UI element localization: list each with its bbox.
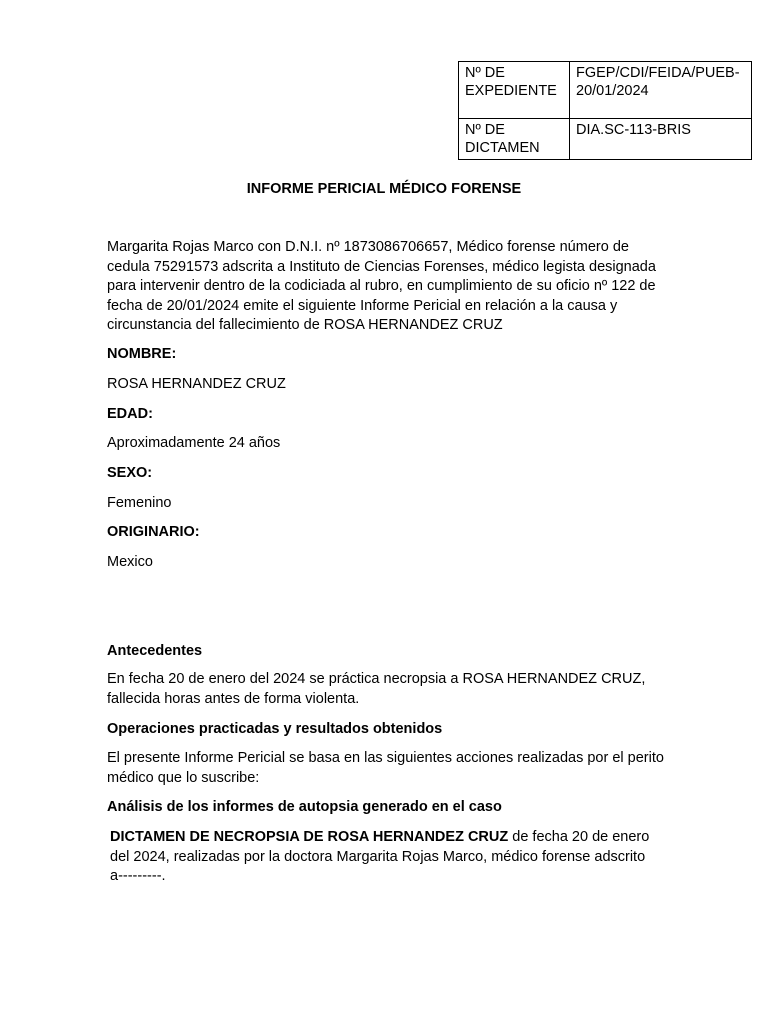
antecedentes-text: En fecha 20 de enero del 2024 se práctica necropsia a ROSA HERNANDEZ CRUZ, fallecida horas antes de forma violenta. bbox=[107, 671, 646, 707]
originario-value: Mexico bbox=[107, 554, 153, 570]
dictamen-rest-text: de fecha 20 de enero del 2024, realizadas por la doctora Margarita Rojas Marco, médico forense adscrito a---------. bbox=[110, 829, 650, 884]
edad-label: EDAD: bbox=[107, 406, 153, 422]
operaciones-heading: Operaciones practicadas y resultados obtenidos bbox=[107, 721, 443, 737]
edad-value: Aproximadamente 24 años bbox=[107, 435, 281, 451]
antecedentes-heading: Antecedentes bbox=[107, 643, 203, 659]
sexo-label: SEXO: bbox=[107, 465, 153, 481]
operaciones-text: El presente Informe Pericial se basa en las siguientes acciones realizadas por el perito médico que lo suscribe: bbox=[107, 750, 664, 786]
nombre-label: NOMBRE: bbox=[107, 346, 177, 362]
dictamen-row bbox=[459, 119, 752, 160]
document-title: INFORME PERICIAL MÉDICO FORENSE bbox=[246, 181, 522, 197]
expediente-value: FGEP/CDI/FEIDA/PUEB-20/01/2024 bbox=[570, 62, 752, 119]
sexo-value: Femenino bbox=[107, 495, 172, 511]
dictamen-value: DIA.SC-113-BRIS bbox=[570, 119, 752, 160]
analisis-heading: Análisis de los informes de autopsia generado en el caso bbox=[107, 799, 502, 815]
expediente-row bbox=[459, 62, 752, 119]
reference-table bbox=[458, 61, 752, 160]
originario-label: ORIGINARIO: bbox=[107, 524, 200, 540]
dictamen-bold-text: DICTAMEN DE NECROPSIA DE ROSA HERNANDEZ CRUZ bbox=[110, 829, 509, 845]
dictamen-label: Nº DE DICTAMEN bbox=[459, 119, 570, 160]
dictamen-paragraph bbox=[110, 828, 660, 887]
expediente-label: Nº DE EXPEDIENTE bbox=[459, 62, 570, 119]
intro-paragraph: Margarita Rojas Marco con D.N.I. nº 1873086706657, Médico forense número de cedula 75291573 adscrita a Instituto de Ciencias Forenses, médico legista designada para intervenir dentro de la codiciada al rubro, en cumplimiento de su oficio nº 122 de fecha de 20/01/2024 emite el siguiente Informe Pericial en relación a la causa y circunstancia del fallecimiento de ROSA HERNANDEZ CRUZ bbox=[107, 239, 656, 333]
nombre-value: ROSA HERNANDEZ CRUZ bbox=[107, 376, 286, 392]
